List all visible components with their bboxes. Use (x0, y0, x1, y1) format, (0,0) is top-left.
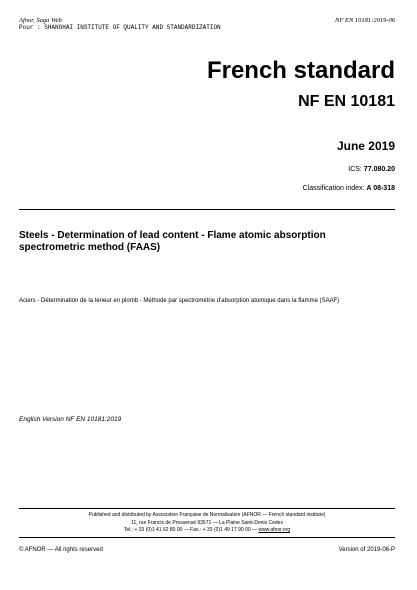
title-french: Aciers - Détermination de la teneur en plomb - Méthode par spectrométrie d'absorption atomique dans la flamme (SAAF) (19, 298, 340, 304)
publisher-website-link[interactable]: www.afnor.org (258, 527, 291, 533)
ics-label: ICS: (348, 166, 362, 173)
watermark-source: Afnor, Saga Web (19, 17, 62, 24)
ics-value: 77.080.20 (363, 166, 395, 173)
classification-value: A 08-318 (366, 185, 395, 192)
watermark-prefix: Pour : (19, 24, 41, 31)
publisher-divider-bottom (19, 537, 395, 538)
watermark-ref: NF EN 10181:2019-06 (335, 17, 395, 24)
publication-date: June 2019 (336, 139, 395, 153)
english-version: English Version NF EN 10181:2019 (19, 416, 122, 423)
version-label: Version of 2019-06-P (338, 547, 395, 553)
ics-line (348, 166, 395, 173)
classification-line (303, 185, 395, 192)
standard-code: NF EN 10181 (298, 93, 395, 110)
watermark-recipient (19, 24, 221, 31)
doc-type: French standard (206, 57, 395, 84)
publisher-phone-fax: Tel.: + 33 (0)1 41 62 80 00 — Fax.: + 33 (0)1 49 17 90 00 — (123, 527, 258, 533)
publisher-divider-top (19, 508, 395, 509)
title-english: Steels - Determination of lead content - Flame atomic absorption spectrometric method (FAAS) (19, 230, 326, 253)
publisher-address: 11, rue Francis de Pressensé 93571 — La Plaine Saint-Denis Cedex (131, 519, 283, 526)
publisher-contact (19, 527, 395, 535)
publisher-block (19, 512, 395, 535)
publisher-line1: Published and distributed by Association Française de Normalisation (AFNOR — French standard institute) (88, 512, 326, 518)
watermark-org: SHANGHAI INSTITUTE OF QUALITY AND STANDARDIZATION (44, 24, 221, 31)
copyright: © AFNOR — All rights reserved (19, 547, 103, 553)
title-divider (19, 209, 395, 210)
classification-label: Classification index: (302, 185, 365, 192)
